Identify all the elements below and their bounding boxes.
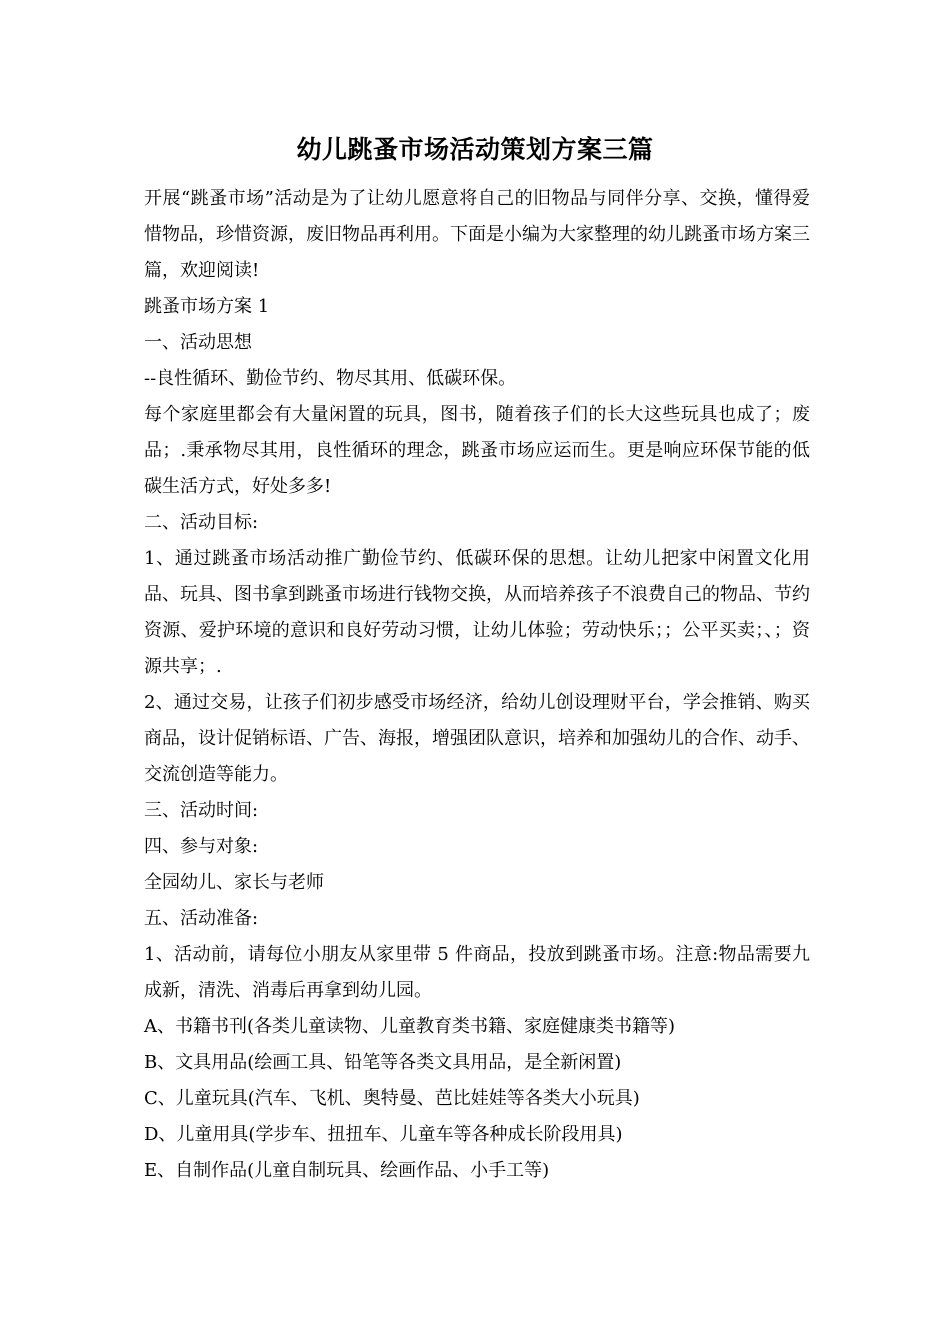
list-item: D、儿童用具(学步车、扭扭车、儿童车等各种成长阶段用具) [144,1124,623,1145]
paragraph: 1、活动前，请每位小朋友从家里带 5 件商品，投放到跳蚤市场。注意:物品需要九成新，清洗、消毒后再拿到幼儿园。 [144,944,810,1001]
list-item: A、书籍书刊(各类儿童读物、儿童教育类书籍、家庭健康类书籍等) [144,1016,676,1037]
section-heading: 二、活动目标: [144,512,259,533]
section-heading: 三、活动时间: [144,800,259,821]
section-heading: 一、活动思想 [144,332,252,353]
paragraph: 1、通过跳蚤市场活动推广勤俭节约、低碳环保的思想。让幼儿把家中闲置文化用品、玩具、图书拿到跳蚤市场进行钱物交换，从而培养孩子不浪费自己的物品、节约资源、爱护环境的意识和良好劳动习惯，让幼儿体验；劳动快乐；；公平买卖；、；资源共享；. [144,548,810,677]
document-body [144,181,810,1189]
intro-paragraph: 开展“跳蚤市场”活动是为了让幼儿愿意将自己的旧物品与同伴分享、交换，懂得爱惜物品，珍惜资源，废旧物品再利用。下面是小编为大家整理的幼儿跳蚤市场方案三篇，欢迎阅读! [144,188,810,281]
plan-heading: 跳蚤市场方案 1 [144,296,270,317]
list-item: C、儿童玩具(汽车、飞机、奥特曼、芭比娃娃等各类大小玩具) [144,1088,640,1109]
paragraph: --良性循环、勤俭节约、物尽其用、低碳环保。 [144,368,517,389]
section-heading: 五、活动准备: [144,908,259,929]
paragraph: 每个家庭里都会有大量闲置的玩具，图书，随着孩子们的长大这些玩具也成了；废品；.秉承物尽其用，良性循环的理念，跳蚤市场应运而生。更是响应环保节能的低碳生活方式，好处多多! [144,404,810,497]
list-item: B、文具用品(绘画工具、铅笔等各类文具用品，是全新闲置) [144,1052,622,1073]
paragraph: 全园幼儿、家长与老师 [144,872,324,893]
document-title: 幼儿跳蚤市场活动策划方案三篇 [296,135,654,164]
list-item: E、自制作品(儿童自制玩具、绘画作品、小手工等) [144,1160,550,1181]
paragraph: 2、通过交易，让孩子们初步感受市场经济，给幼儿创设理财平台，学会推销、购买商品，设计促销标语、广告、海报，增强团队意识，培养和加强幼儿的合作、动手、交流创造等能力。 [144,692,810,785]
section-heading: 四、参与对象: [144,836,259,857]
